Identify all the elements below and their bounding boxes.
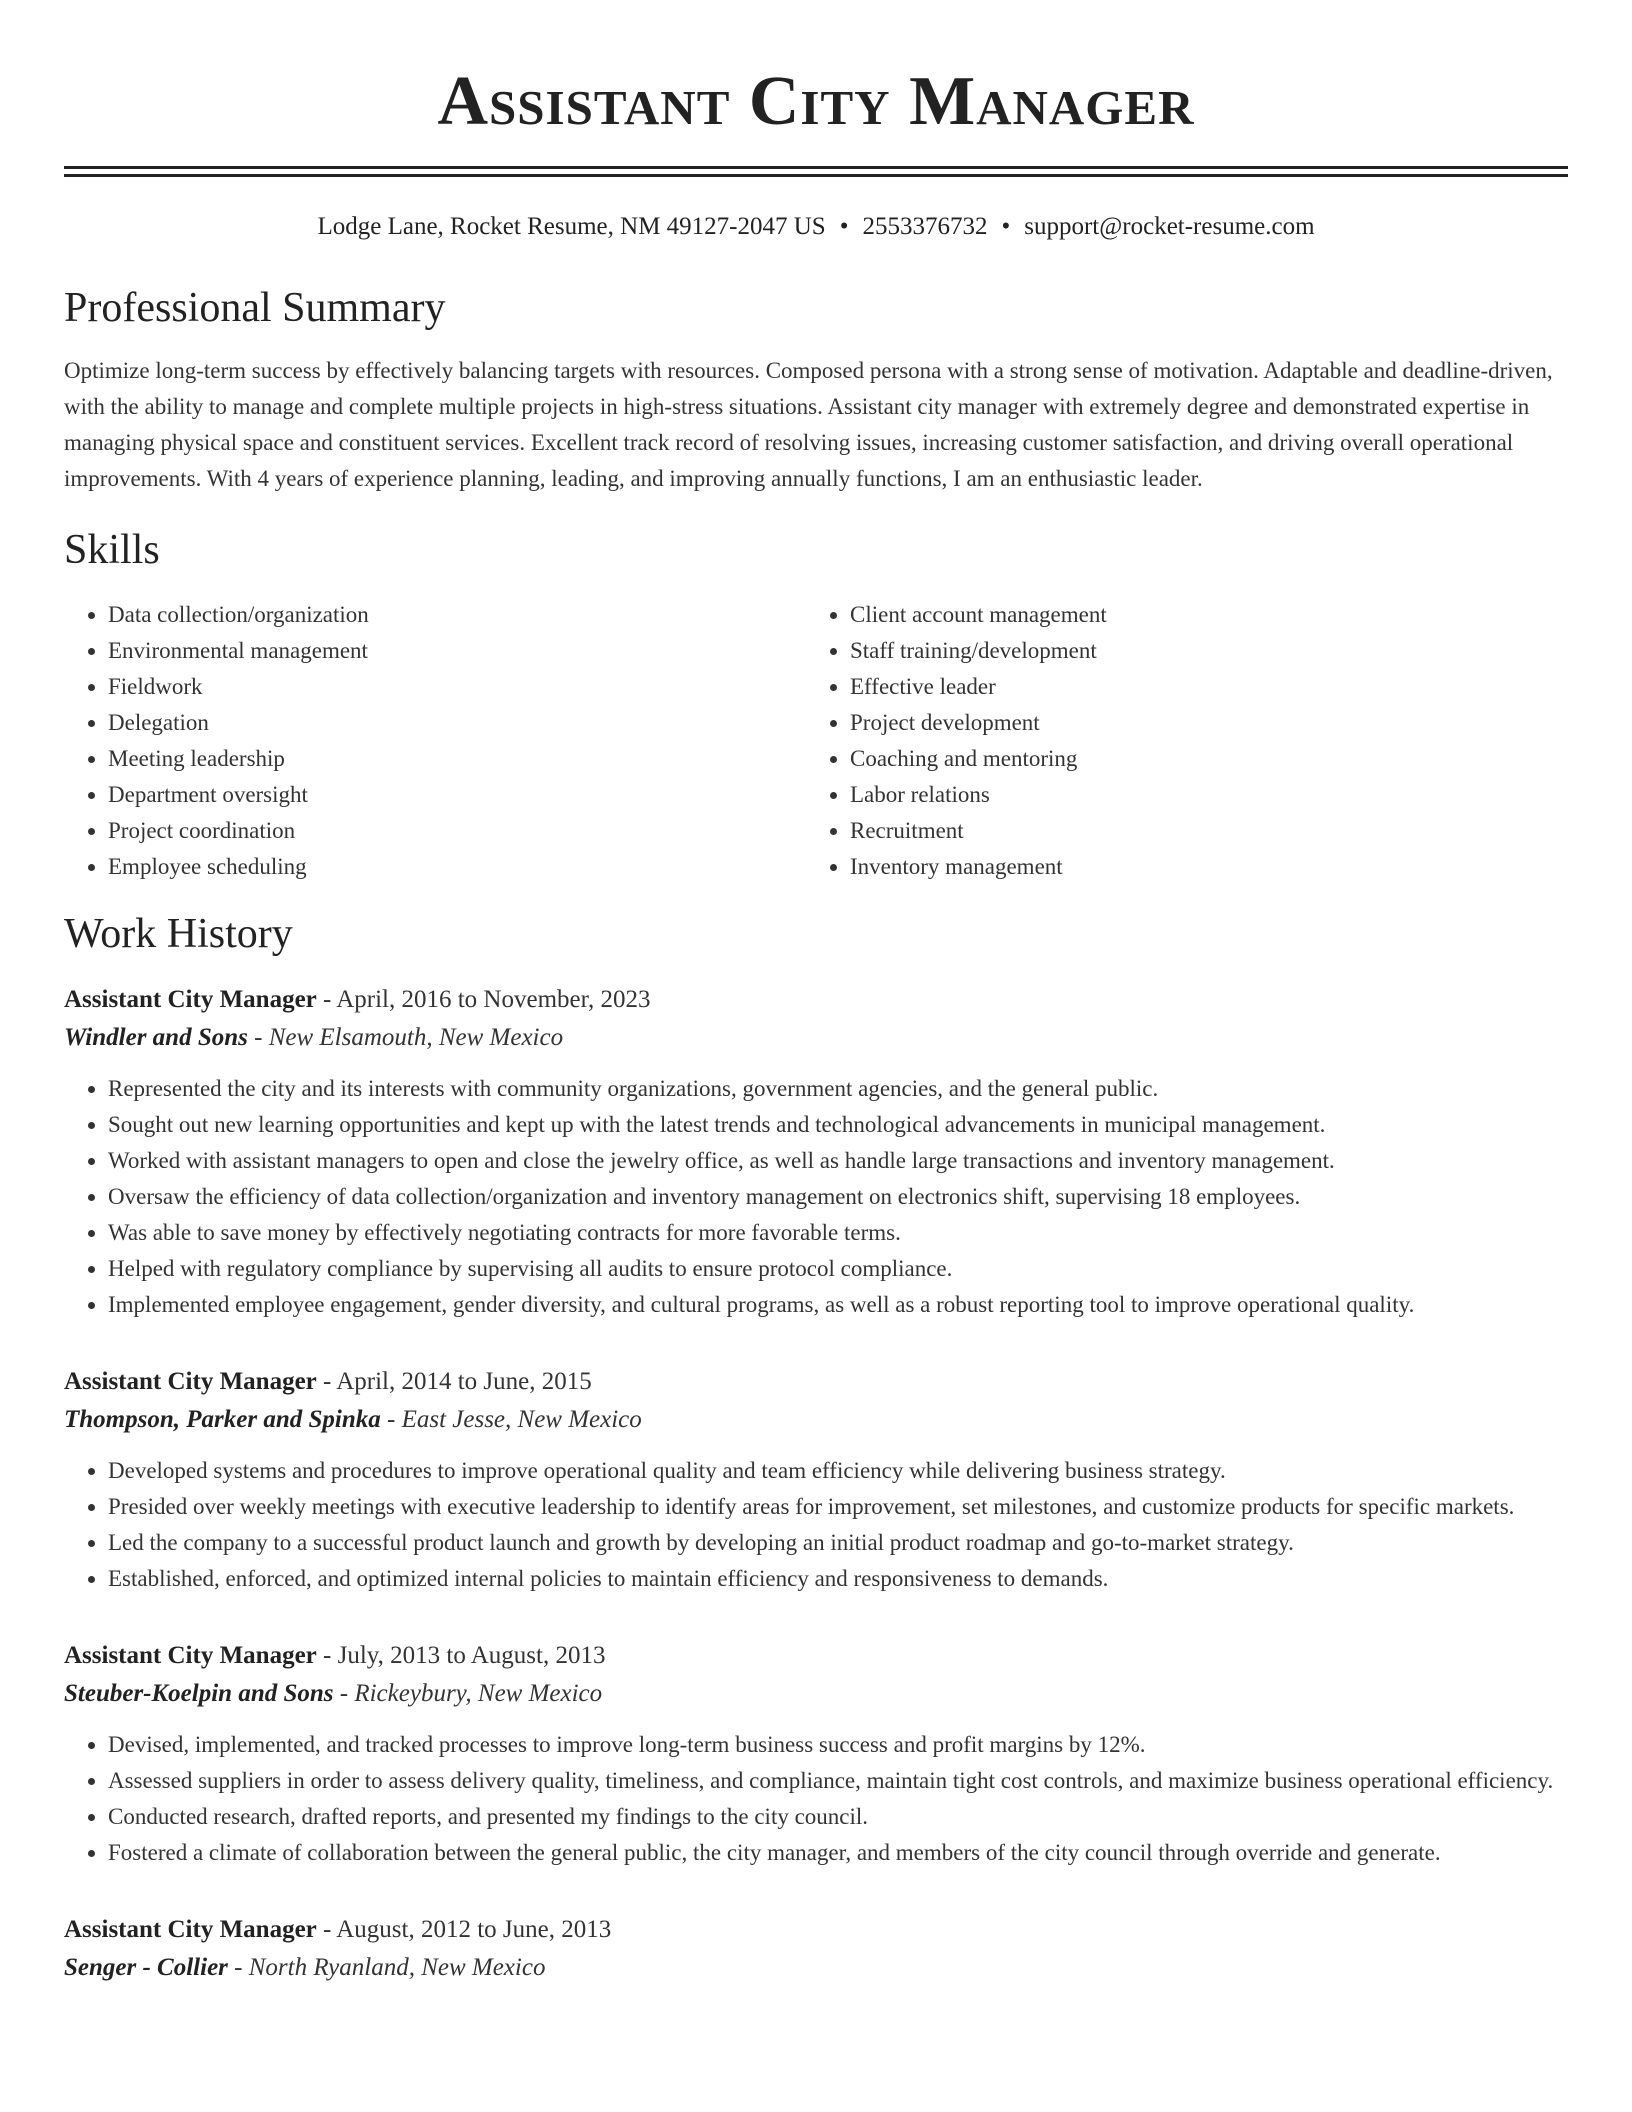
skill-item: • Employee scheduling xyxy=(108,849,806,885)
skill-item: • Project coordination xyxy=(108,813,806,849)
contact-phone: 2553376732 xyxy=(862,213,988,240)
skill-item: • Project development xyxy=(850,705,1566,741)
skills-list-right xyxy=(806,597,1566,885)
duties-list xyxy=(64,1071,1568,1323)
duty-item: • Was able to save money by effectively negotiating contracts for more favorable terms. xyxy=(108,1215,1568,1251)
duty-item: • Led the company to a successful product launch and growth by developing an initial product roadmap and go-to-market strategy. xyxy=(108,1525,1568,1561)
skill-item: • Fieldwork xyxy=(108,669,806,705)
duty-item: • Established, enforced, and optimized internal policies to maintain efficiency and responsiveness to demands. xyxy=(108,1561,1568,1597)
company-location: - North Ryanland, New Mexico xyxy=(227,1954,546,1981)
resume-title: Assistant City Manager xyxy=(437,63,1195,140)
skill-item: • Staff training/development xyxy=(850,633,1566,669)
skill-item: • Client account management xyxy=(850,597,1566,633)
job-title-line xyxy=(64,1911,1568,1949)
duty-item: • Fostered a climate of collaboration between the general public, the city manager, and members of the city council through override and generate. xyxy=(108,1835,1568,1871)
job-title: Assistant City Manager xyxy=(64,986,317,1013)
skill-item: • Coaching and mentoring xyxy=(850,741,1566,777)
company-line xyxy=(64,1401,1568,1439)
skill-item: • Environmental management xyxy=(108,633,806,669)
skill-item: • Labor relations xyxy=(850,777,1566,813)
job-entry xyxy=(64,1911,1568,1987)
job-title-line xyxy=(64,981,1568,1019)
duty-item: • Presided over weekly meetings with executive leadership to identify areas for improvement, set milestones, and customize products for specific markets. xyxy=(108,1489,1568,1525)
company-location: - Rickeybury, New Mexico xyxy=(333,1680,603,1707)
job-dates: - April, 2016 to November, 2023 xyxy=(316,986,651,1013)
job-entry xyxy=(64,1363,1568,1597)
summary-heading: Professional Summary xyxy=(64,285,446,331)
contact-email: support@rocket-resume.com xyxy=(1024,213,1315,240)
duty-item: • Helped with regulatory compliance by supervising all audits to ensure protocol compliance. xyxy=(108,1251,1568,1287)
skill-item: • Effective leader xyxy=(850,669,1566,705)
duty-item: • Developed systems and procedures to improve operational quality and team efficiency while delivering business strategy. xyxy=(108,1453,1568,1489)
duty-item: • Sought out new learning opportunities and kept up with the latest trends and technological advancements in municipal management. xyxy=(108,1107,1568,1143)
skill-item: • Department oversight xyxy=(108,777,806,813)
duty-item: • Worked with assistant managers to open and close the jewelry office, as well as handle large transactions and inventory management. xyxy=(108,1143,1568,1179)
duties-list xyxy=(64,1727,1568,1871)
company-line xyxy=(64,1019,1568,1057)
skills-columns xyxy=(64,597,1568,885)
duty-item: • Represented the city and its interests with community organizations, government agencies, and the general public. xyxy=(108,1071,1568,1107)
skills-list-left xyxy=(64,597,806,885)
duty-item: • Conducted research, drafted reports, and presented my findings to the city council. xyxy=(108,1799,1568,1835)
company-location: - East Jesse, New Mexico xyxy=(380,1406,642,1433)
contact-address: Lodge Lane, Rocket Resume, NM 49127-2047 US xyxy=(317,213,826,240)
job-dates: - July, 2013 to August, 2013 xyxy=(316,1642,606,1669)
duty-item: • Assessed suppliers in order to assess delivery quality, timeliness, and compliance, maintain tight cost controls, and maximize business operational efficiency. xyxy=(108,1763,1568,1799)
job-title: Assistant City Manager xyxy=(64,1368,317,1395)
title-divider xyxy=(64,166,1568,177)
company-name: Senger - Collier xyxy=(64,1954,228,1981)
skill-item: • Delegation xyxy=(108,705,806,741)
skills-heading: Skills xyxy=(64,527,160,573)
job-title: Assistant City Manager xyxy=(64,1916,317,1943)
duty-item: • Oversaw the efficiency of data collection/organization and inventory management on electronics shift, supervising 18 employees. xyxy=(108,1179,1568,1215)
skill-item: • Recruitment xyxy=(850,813,1566,849)
duties-list xyxy=(64,1453,1568,1597)
company-name: Steuber-Koelpin and Sons xyxy=(64,1680,334,1707)
duty-item: • Devised, implemented, and tracked processes to improve long-term business success and profit margins by 12%. xyxy=(108,1727,1568,1763)
work-history-heading: Work History xyxy=(64,911,293,957)
skill-item: • Inventory management xyxy=(850,849,1566,885)
duty-item: • Implemented employee engagement, gender diversity, and cultural programs, as well as a robust reporting tool to improve operational quality. xyxy=(108,1287,1568,1323)
job-entry xyxy=(64,1637,1568,1871)
contact-line xyxy=(64,211,1568,243)
job-title-line xyxy=(64,1363,1568,1401)
job-entry xyxy=(64,981,1568,1323)
contact-separator: • xyxy=(1001,213,1011,240)
job-dates: - April, 2014 to June, 2015 xyxy=(316,1368,592,1395)
skill-item: • Meeting leadership xyxy=(108,741,806,777)
contact-separator: • xyxy=(839,213,849,240)
job-title-line xyxy=(64,1637,1568,1675)
skill-item: • Data collection/organization xyxy=(108,597,806,633)
company-name: Thompson, Parker and Spinka xyxy=(64,1406,381,1433)
company-name: Windler and Sons xyxy=(64,1024,248,1051)
company-line xyxy=(64,1949,1568,1987)
job-dates: - August, 2012 to June, 2013 xyxy=(316,1916,612,1943)
company-line xyxy=(64,1675,1568,1713)
company-location: - New Elsamouth, New Mexico xyxy=(247,1024,564,1051)
summary-text: Optimize long-term success by effectively balancing targets with resources. Composed persona with a strong sense of motivation. Adaptable and deadline-driven, with the ability to manage and complete multiple projects in high-stress situations. Assistant city manager with extremely degree and demonstrated expertise in managing physical space and constituent services. Excellent track record of resolving issues, increasing customer satisfaction, and driving overall operational improvements. With 4 years of experience planning, leading, and improving annually functions, I am an enthusiastic leader. xyxy=(64,358,1553,491)
job-title: Assistant City Manager xyxy=(64,1642,317,1669)
